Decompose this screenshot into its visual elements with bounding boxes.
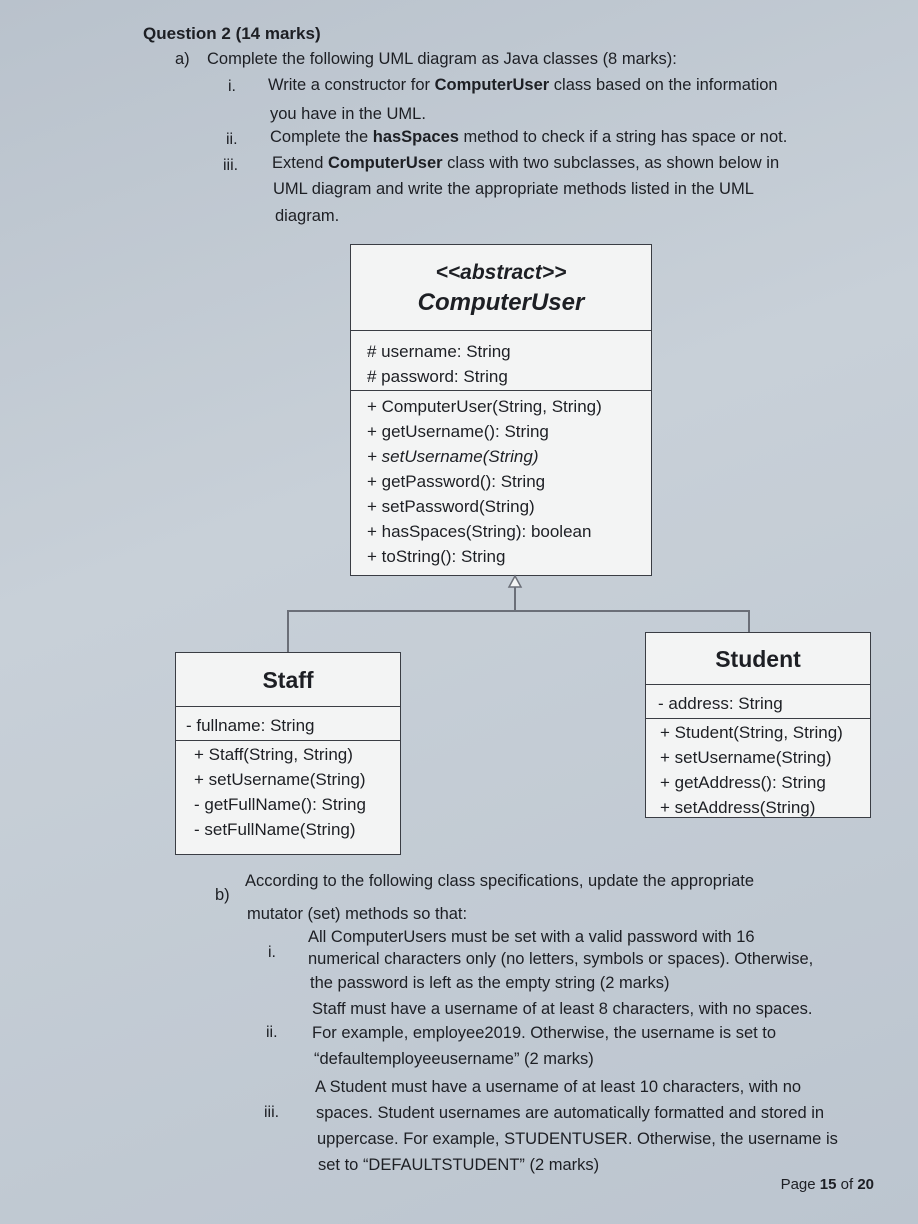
part-b-item-1-line-3: the password is left as the empty string (2 marks) (310, 974, 670, 992)
part-b-item-2-line-2: For example, employee2019. Otherwise, the username is set to (312, 1024, 777, 1042)
staff-method-getfullname: - getFullName(): String (194, 795, 366, 814)
computeruser-method-constructor: + ComputerUser(String, String) (367, 397, 602, 416)
part-a-item-3-num: iii. (223, 157, 239, 174)
part-b-item-2-line-3: “defaultemployeeusername” (2 marks) (314, 1050, 594, 1068)
staff-method-setusername: + setUsername(String) (194, 770, 366, 789)
staff-class-name: Staff (262, 667, 314, 693)
staff-method-constructor: + Staff(String, String) (194, 745, 353, 764)
part-b-item-1-num: i. (268, 944, 276, 961)
part-a-text: Complete the following UML diagram as Java classes (8 marks): (207, 50, 677, 68)
computeruser-stereotype: <<abstract>> (435, 261, 567, 284)
computeruser-method-getusername: + getUsername(): String (367, 422, 549, 441)
computeruser-method-getpassword: + getPassword(): String (367, 472, 546, 491)
part-b-item-3-line-2: spaces. Student usernames are automatically formatted and stored in (316, 1104, 825, 1122)
part-b-line-2: mutator (set) methods so that: (247, 905, 468, 923)
part-a-label: a) (175, 50, 190, 68)
student-method-getaddress: + getAddress(): String (660, 773, 826, 792)
staff-attr-fullname: - fullname: String (186, 716, 315, 735)
uml-class-computeruser (350, 244, 652, 576)
computeruser-method-setpassword: + setPassword(String) (367, 497, 535, 516)
connector-to-student (748, 610, 750, 632)
computeruser-method-tostring: + toString(): String (367, 547, 506, 566)
part-b-item-2-num: ii. (266, 1024, 278, 1041)
part-b-item-3-line-3: uppercase. For example, STUDENTUSER. Otherwise, the username is (317, 1130, 838, 1148)
uml-class-staff (175, 652, 401, 855)
computeruser-header (351, 245, 651, 331)
student-attributes (646, 685, 870, 719)
staff-header (176, 653, 400, 707)
part-b-item-2-line-1: Staff must have a username of at least 8 characters, with no spaces. (312, 1000, 813, 1018)
connector-horizontal (287, 610, 750, 612)
part-b-line-1: According to the following class specifications, update the appropriate (245, 872, 755, 890)
connector-vertical-main (514, 587, 516, 612)
staff-attributes (176, 707, 400, 741)
part-a-item-1-num: i. (228, 78, 236, 95)
page-number: Page 15 of 20 (780, 1176, 874, 1193)
part-b-item-1-line-1: All ComputerUsers must be set with a valid password with 16 (308, 928, 755, 946)
part-a-item-2-line-1: Complete the hasSpaces method to check if a string has space or not. (270, 128, 788, 146)
part-b-item-3-num: iii. (264, 1104, 280, 1121)
part-a-item-1-line-2: you have in the UML. (270, 105, 426, 123)
part-a-item-2-num: ii. (226, 131, 238, 148)
part-a-item-3-line-2: UML diagram and write the appropriate methods listed in the UML (273, 180, 754, 198)
staff-methods (176, 741, 400, 842)
uml-class-student (645, 632, 871, 818)
computeruser-class-name: ComputerUser (417, 289, 585, 316)
part-a-item-3-line-3: diagram. (275, 207, 340, 225)
part-b-label: b) (215, 886, 230, 904)
part-b-item-3-line-1: A Student must have a username of at least 10 characters, with no (315, 1078, 802, 1096)
connector-to-staff (287, 610, 289, 652)
computeruser-methods (351, 391, 651, 569)
part-b-item-3-line-4: set to “DEFAULTSTUDENT” (2 marks) (318, 1156, 600, 1174)
part-a-item-1-line-1: Write a constructor for ComputerUser class based on the information (268, 76, 778, 94)
computeruser-attr-password: # password: String (367, 367, 508, 386)
computeruser-attributes (351, 331, 651, 391)
staff-method-setfullname: - setFullName(String) (194, 820, 356, 839)
part-b-item-1-line-2: numerical characters only (no letters, symbols or spaces). Otherwise, (308, 950, 814, 968)
student-method-setaddress: + setAddress(String) (660, 798, 816, 817)
question-title: Question 2 (14 marks) (143, 24, 321, 43)
student-header (646, 633, 870, 685)
computeruser-method-hasspaces: + hasSpaces(String): boolean (367, 522, 592, 541)
student-class-name: Student (715, 646, 801, 672)
student-methods (646, 719, 870, 820)
computeruser-method-setusername: + setUsername(String) (367, 447, 539, 466)
computeruser-attr-username: # username: String (367, 342, 511, 361)
student-method-constructor: + Student(String, String) (660, 723, 843, 742)
part-a-item-3-line-1: Extend ComputerUser class with two subclasses, as shown below in (272, 154, 780, 172)
student-method-setusername: + setUsername(String) (660, 748, 832, 767)
student-attr-address: - address: String (658, 694, 783, 713)
